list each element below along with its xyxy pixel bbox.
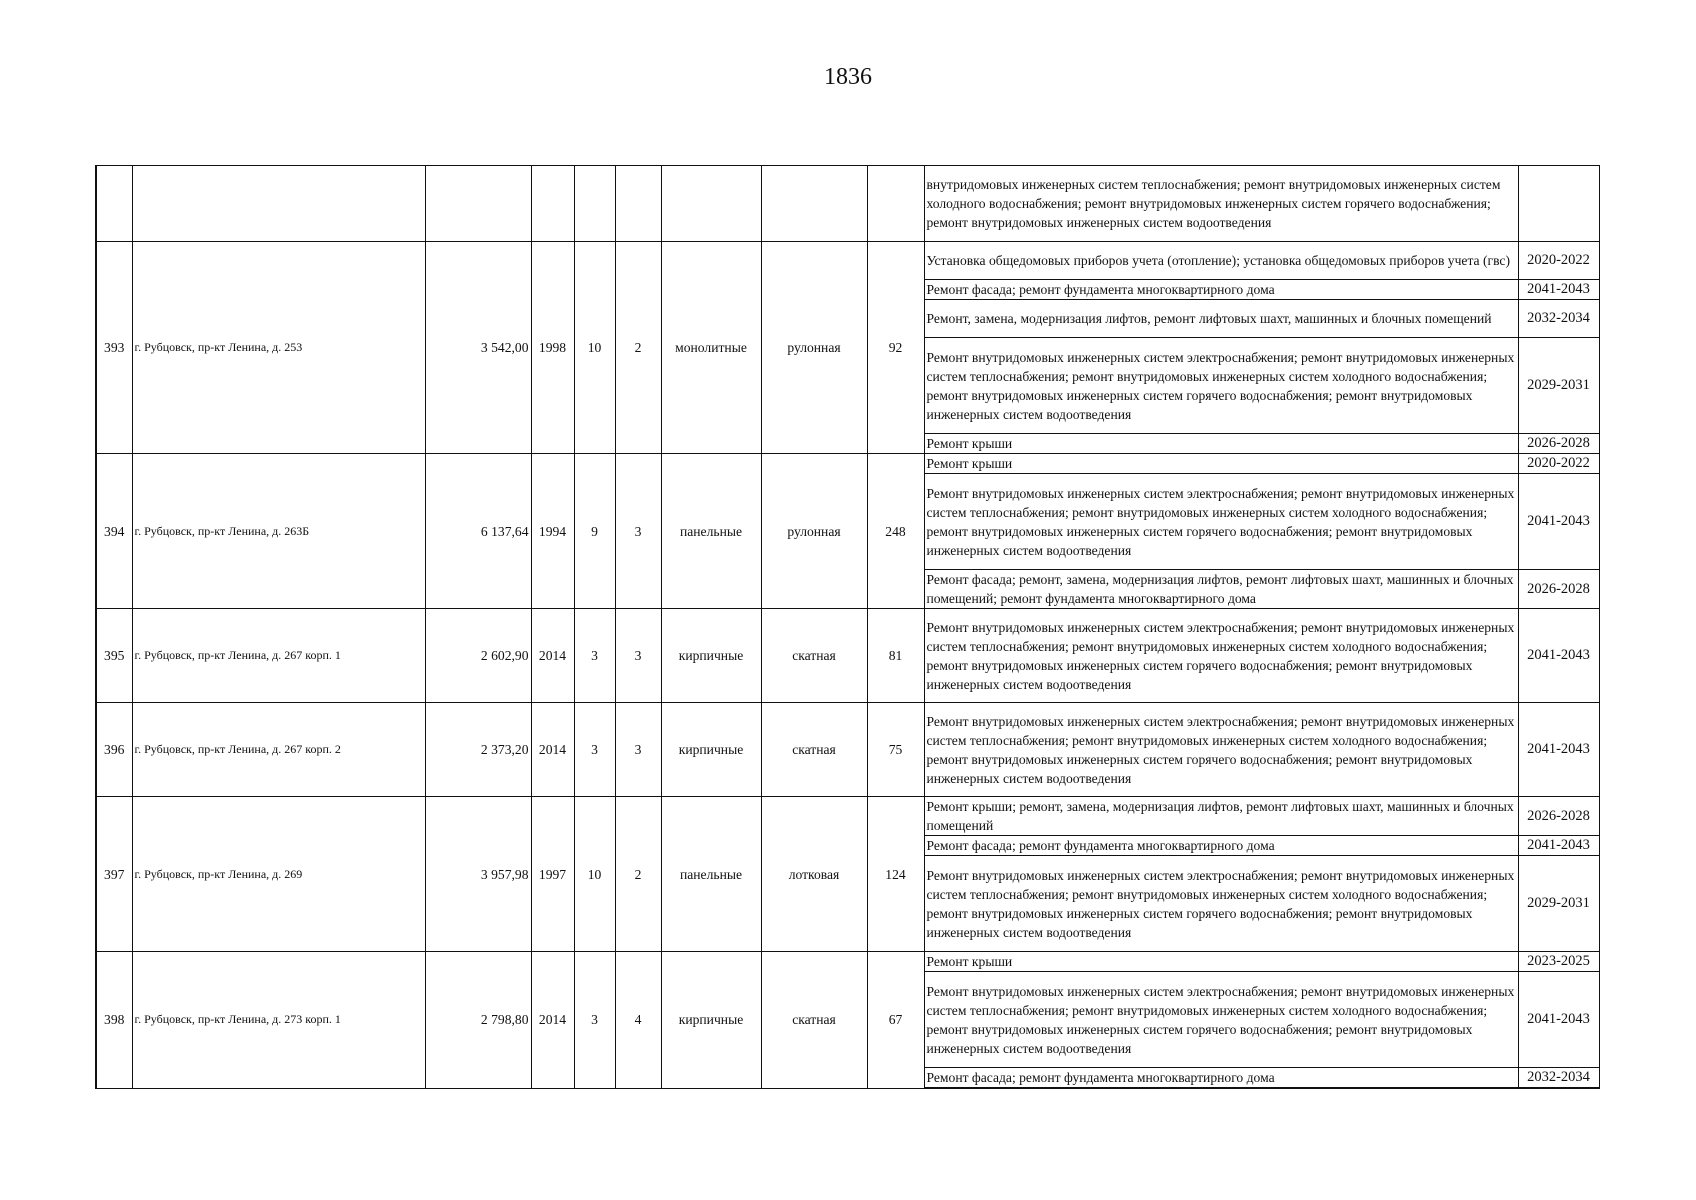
cell-year: 1994 bbox=[531, 454, 574, 609]
cell-period: 2020-2022 bbox=[1518, 242, 1599, 280]
cell-residents bbox=[867, 166, 924, 242]
cell-area: 2 602,90 bbox=[425, 609, 531, 703]
cell-work: Установка общедомовых приборов учета (отопление); установка общедомовых приборов учета (гвс) bbox=[924, 242, 1518, 280]
cell-walls: кирпичные bbox=[661, 703, 761, 797]
cell-work: Ремонт крыши bbox=[924, 454, 1518, 474]
cell-work: Ремонт фасада; ремонт, замена, модернизация лифтов, ремонт лифтовых шахт, машинных и блочных помещений; ремонт фундамента многоквартирного дома bbox=[924, 570, 1518, 609]
cell-area: 3 542,00 bbox=[425, 242, 531, 454]
cell-work: Ремонт, замена, модернизация лифтов, ремонт лифтовых шахт, машинных и блочных помещений bbox=[924, 300, 1518, 338]
cell-residents: 67 bbox=[867, 952, 924, 1089]
cell-work: внутридомовых инженерных систем теплоснабжения; ремонт внутридомовых инженерных систем холодного водоснабжения; ремонт внутридомовых инженерных систем горячего водоснабжения; ремонт внутридомовых инженерных систем водоотведения bbox=[924, 166, 1518, 242]
cell-num: 397 bbox=[96, 797, 132, 952]
cell-area: 3 957,98 bbox=[425, 797, 531, 952]
cell-area: 2 798,80 bbox=[425, 952, 531, 1089]
cell-entrances: 4 bbox=[615, 952, 661, 1089]
cell-walls: панельные bbox=[661, 797, 761, 952]
cell-roof: скатная bbox=[761, 703, 867, 797]
cell-entrances: 2 bbox=[615, 797, 661, 952]
table-row bbox=[96, 454, 1599, 474]
cell-entrances: 3 bbox=[615, 703, 661, 797]
cell-address: г. Рубцовск, пр-кт Ленина, д. 267 корп. 1 bbox=[132, 609, 425, 703]
cell-walls: кирпичные bbox=[661, 609, 761, 703]
cell-period: 2029-2031 bbox=[1518, 338, 1599, 434]
cell-roof: рулонная bbox=[761, 242, 867, 454]
cell-num: 398 bbox=[96, 952, 132, 1089]
cell-area: 6 137,64 bbox=[425, 454, 531, 609]
cell-area bbox=[425, 166, 531, 242]
cell-walls: кирпичные bbox=[661, 952, 761, 1089]
cell-area: 2 373,20 bbox=[425, 703, 531, 797]
cell-residents: 81 bbox=[867, 609, 924, 703]
cell-entrances: 3 bbox=[615, 609, 661, 703]
cell-floors: 3 bbox=[574, 952, 615, 1089]
cell-residents: 92 bbox=[867, 242, 924, 454]
cell-entrances: 2 bbox=[615, 242, 661, 454]
cell-year bbox=[531, 166, 574, 242]
table-row bbox=[96, 952, 1599, 972]
cell-work: Ремонт фасада; ремонт фундамента многоквартирного дома bbox=[924, 280, 1518, 300]
cell-address: г. Рубцовск, пр-кт Ленина, д. 267 корп. 2 bbox=[132, 703, 425, 797]
table-row bbox=[96, 797, 1599, 836]
housing-repair-table bbox=[95, 165, 1600, 1089]
cell-period: 2020-2022 bbox=[1518, 454, 1599, 474]
cell-walls: монолитные bbox=[661, 242, 761, 454]
cell-work: Ремонт внутридомовых инженерных систем электроснабжения; ремонт внутридомовых инженерных систем теплоснабжения; ремонт внутридомовых инженерных систем холодного водоснабжения; ремонт внутридомовых инженерных систем горячего водоснабжения; ремонт внутридомовых инженерных систем водоотведения bbox=[924, 856, 1518, 952]
cell-residents: 75 bbox=[867, 703, 924, 797]
cell-floors: 3 bbox=[574, 609, 615, 703]
cell-work: Ремонт фасада; ремонт фундамента многоквартирного дома bbox=[924, 836, 1518, 856]
cell-address: г. Рубцовск, пр-кт Ленина, д. 253 bbox=[132, 242, 425, 454]
cell-walls bbox=[661, 166, 761, 242]
cell-year: 2014 bbox=[531, 703, 574, 797]
cell-entrances bbox=[615, 166, 661, 242]
cell-period: 2023-2025 bbox=[1518, 952, 1599, 972]
cell-period: 2041-2043 bbox=[1518, 609, 1599, 703]
cell-floors bbox=[574, 166, 615, 242]
cell-period: 2032-2034 bbox=[1518, 1068, 1599, 1089]
cell-period: 2032-2034 bbox=[1518, 300, 1599, 338]
cell-floors: 3 bbox=[574, 703, 615, 797]
cell-address bbox=[132, 166, 425, 242]
cell-roof: скатная bbox=[761, 952, 867, 1089]
cell-floors: 10 bbox=[574, 797, 615, 952]
cell-work: Ремонт крыши bbox=[924, 434, 1518, 454]
cell-num: 396 bbox=[96, 703, 132, 797]
cell-year: 2014 bbox=[531, 952, 574, 1089]
table-row bbox=[96, 242, 1599, 280]
cell-num bbox=[96, 166, 132, 242]
table-body bbox=[96, 166, 1599, 1089]
cell-num: 394 bbox=[96, 454, 132, 609]
cell-period: 2026-2028 bbox=[1518, 570, 1599, 609]
cell-period bbox=[1518, 166, 1599, 242]
cell-address: г. Рубцовск, пр-кт Ленина, д. 269 bbox=[132, 797, 425, 952]
cell-walls: панельные bbox=[661, 454, 761, 609]
cell-work: Ремонт внутридомовых инженерных систем электроснабжения; ремонт внутридомовых инженерных систем теплоснабжения; ремонт внутридомовых инженерных систем холодного водоснабжения; ремонт внутридомовых инженерных систем горячего водоснабжения; ремонт внутридомовых инженерных систем водоотведения bbox=[924, 609, 1518, 703]
cell-work: Ремонт внутридомовых инженерных систем электроснабжения; ремонт внутридомовых инженерных систем теплоснабжения; ремонт внутридомовых инженерных систем холодного водоснабжения; ремонт внутридомовых инженерных систем горячего водоснабжения; ремонт внутридомовых инженерных систем водоотведения bbox=[924, 972, 1518, 1068]
cell-num: 393 bbox=[96, 242, 132, 454]
cell-residents: 124 bbox=[867, 797, 924, 952]
cell-floors: 9 bbox=[574, 454, 615, 609]
cell-entrances: 3 bbox=[615, 454, 661, 609]
cell-period: 2026-2028 bbox=[1518, 434, 1599, 454]
cell-period: 2026-2028 bbox=[1518, 797, 1599, 836]
table-row bbox=[96, 703, 1599, 797]
cell-address: г. Рубцовск, пр-кт Ленина, д. 273 корп. 1 bbox=[132, 952, 425, 1089]
continuation-row bbox=[96, 166, 1599, 242]
cell-residents: 248 bbox=[867, 454, 924, 609]
table-row bbox=[96, 609, 1599, 703]
cell-floors: 10 bbox=[574, 242, 615, 454]
cell-work: Ремонт крыши; ремонт, замена, модернизация лифтов, ремонт лифтовых шахт, машинных и блочных помещений bbox=[924, 797, 1518, 836]
cell-period: 2041-2043 bbox=[1518, 836, 1599, 856]
cell-address: г. Рубцовск, пр-кт Ленина, д. 263Б bbox=[132, 454, 425, 609]
cell-work: Ремонт крыши bbox=[924, 952, 1518, 972]
cell-roof: скатная bbox=[761, 609, 867, 703]
cell-work: Ремонт фасада; ремонт фундамента многоквартирного дома bbox=[924, 1068, 1518, 1089]
cell-period: 2041-2043 bbox=[1518, 703, 1599, 797]
cell-period: 2041-2043 bbox=[1518, 972, 1599, 1068]
cell-roof: лотковая bbox=[761, 797, 867, 952]
cell-roof: рулонная bbox=[761, 454, 867, 609]
cell-year: 2014 bbox=[531, 609, 574, 703]
cell-period: 2029-2031 bbox=[1518, 856, 1599, 952]
cell-period: 2041-2043 bbox=[1518, 474, 1599, 570]
page-number: 1836 bbox=[824, 64, 872, 90]
cell-work: Ремонт внутридомовых инженерных систем электроснабжения; ремонт внутридомовых инженерных систем теплоснабжения; ремонт внутридомовых инженерных систем холодного водоснабжения; ремонт внутридомовых инженерных систем горячего водоснабжения; ремонт внутридомовых инженерных систем водоотведения bbox=[924, 338, 1518, 434]
cell-period: 2041-2043 bbox=[1518, 280, 1599, 300]
cell-year: 1998 bbox=[531, 242, 574, 454]
cell-year: 1997 bbox=[531, 797, 574, 952]
cell-num: 395 bbox=[96, 609, 132, 703]
cell-roof bbox=[761, 166, 867, 242]
cell-work: Ремонт внутридомовых инженерных систем электроснабжения; ремонт внутридомовых инженерных систем теплоснабжения; ремонт внутридомовых инженерных систем холодного водоснабжения; ремонт внутридомовых инженерных систем горячего водоснабжения; ремонт внутридомовых инженерных систем водоотведения bbox=[924, 474, 1518, 570]
cell-work: Ремонт внутридомовых инженерных систем электроснабжения; ремонт внутридомовых инженерных систем теплоснабжения; ремонт внутридомовых инженерных систем холодного водоснабжения; ремонт внутридомовых инженерных систем горячего водоснабжения; ремонт внутридомовых инженерных систем водоотведения bbox=[924, 703, 1518, 797]
